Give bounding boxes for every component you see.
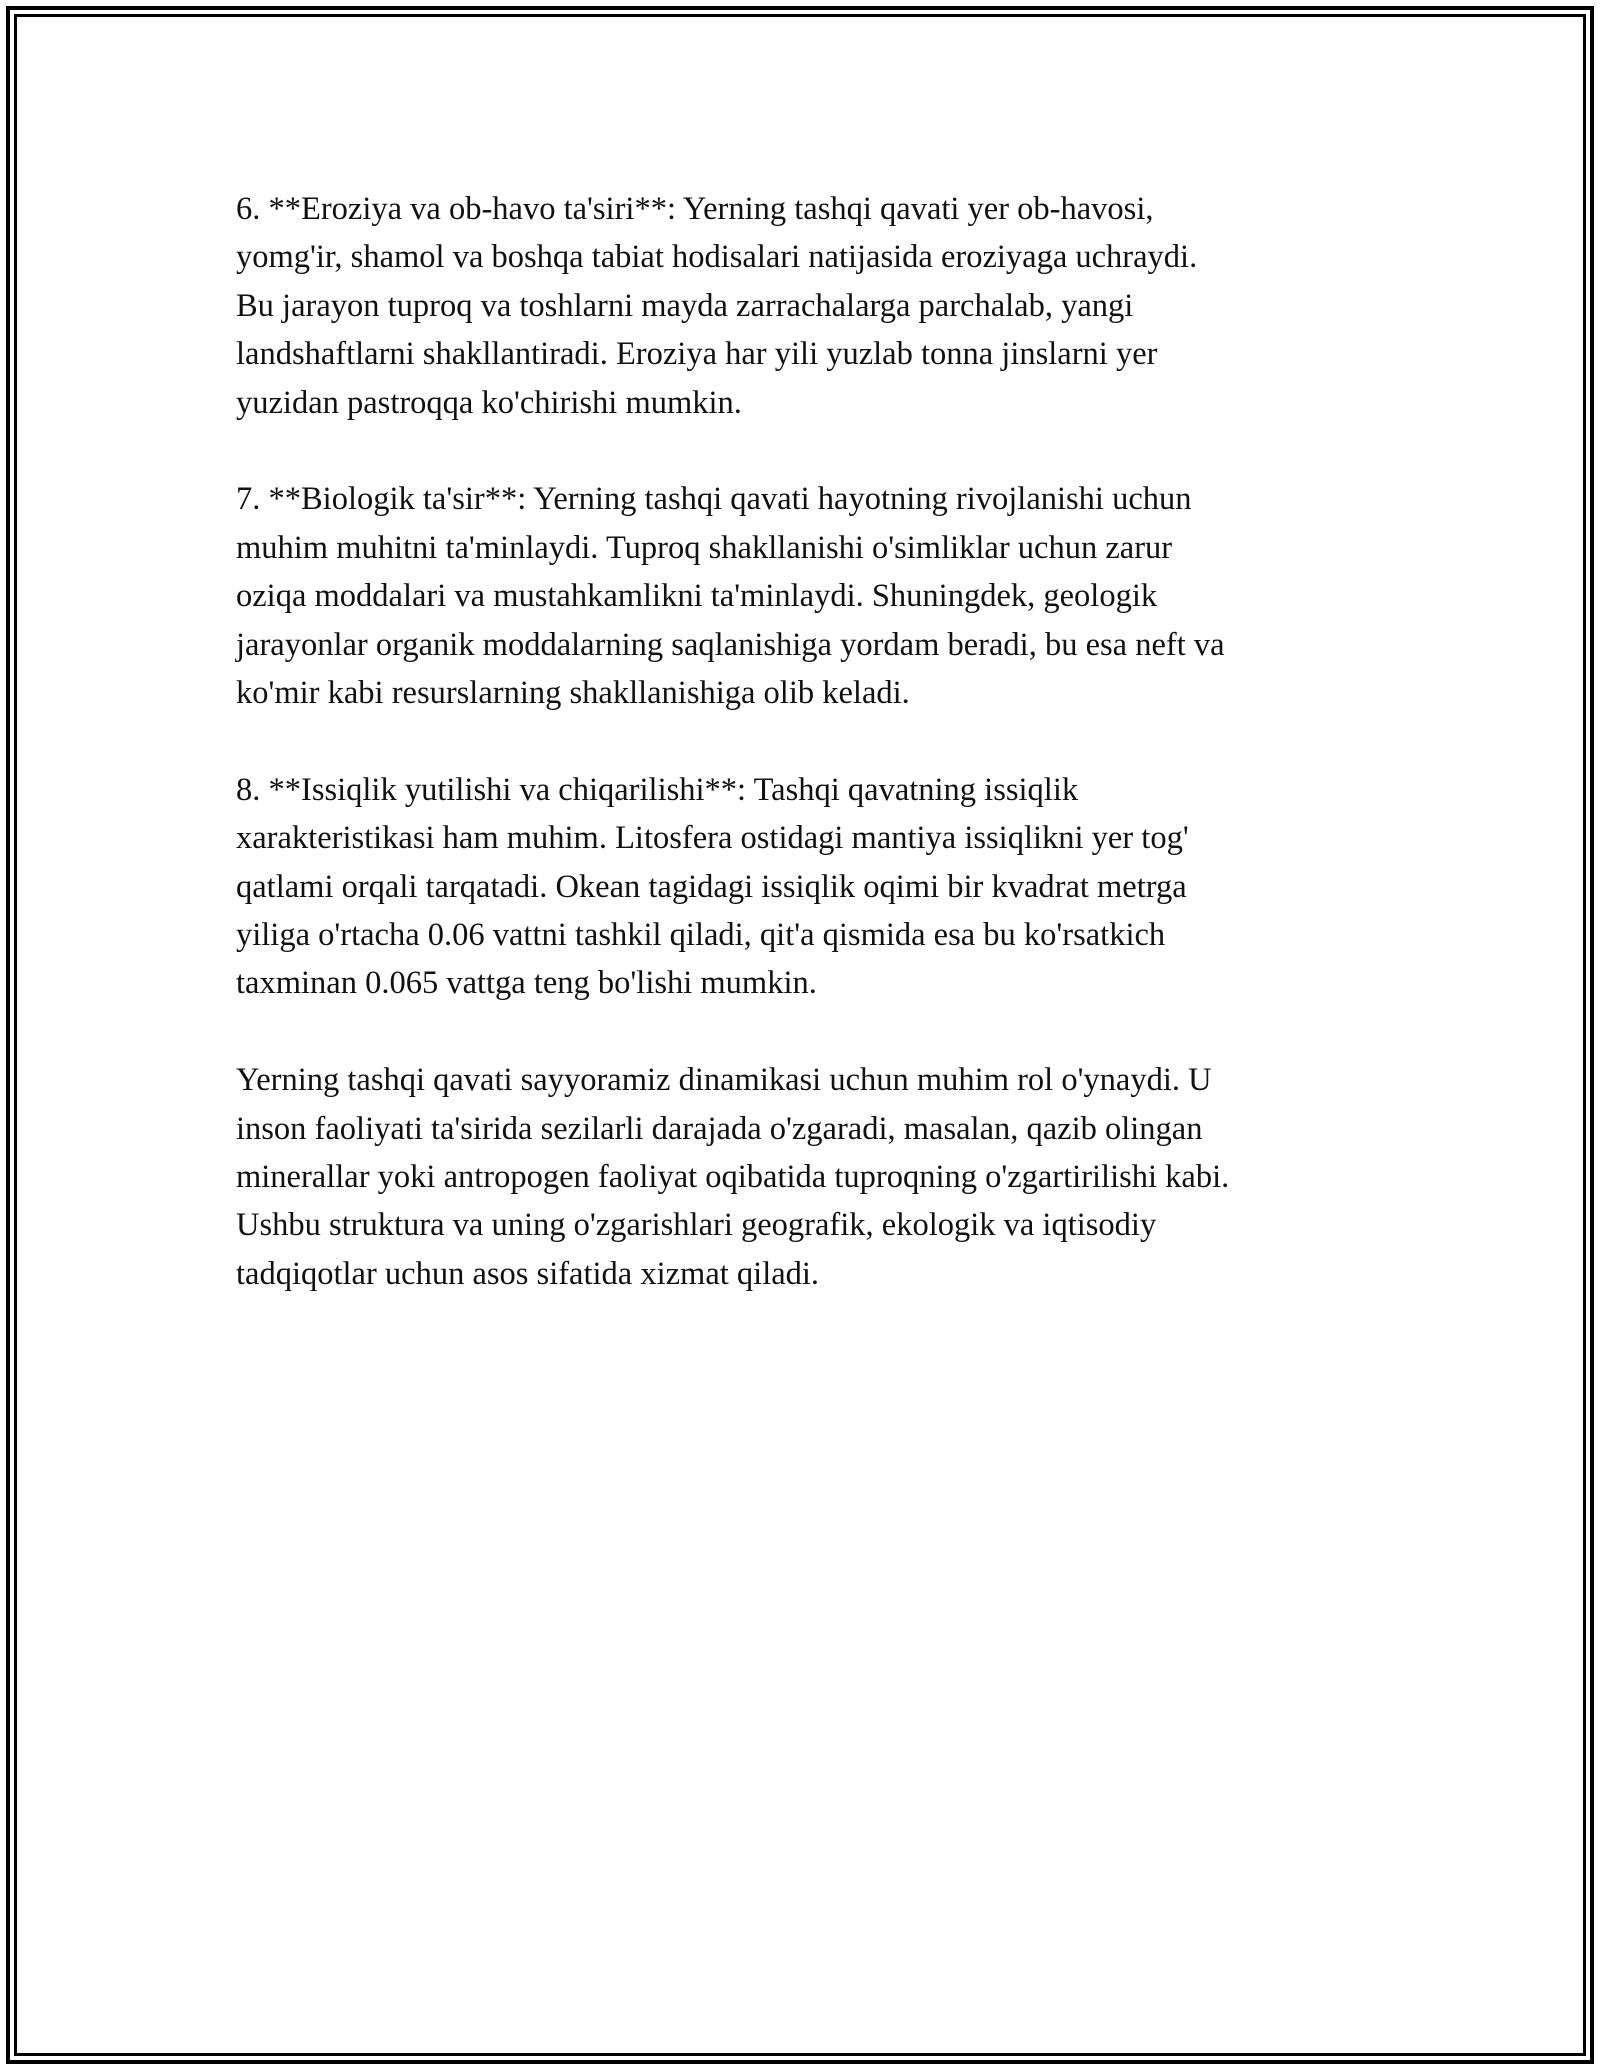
paragraph-biological: 7. **Biologik ta'sir**: Yerning tashqi qavati hayotning rivojlanishi uchun muhim muhitni ta'minlaydi. Tuproq shakllanishi o'simliklar uchun zarur oziqa moddalari va mustahkamlikni ta'minlaydi. Shuningdek, geologik jarayonlar organik moddalarning saqlanishiga yordam beradi, bu esa neft va ko'mir kabi resurslarning shakllanishiga olib keladi. [236, 481, 1225, 712]
paragraph-heat: 8. **Issiqlik yutilishi va chiqarilishi**: Tashqi qavatning issiqlik xarakteristikasi ham muhim. Litosfera ostidagi mantiya issiqlikni yer tog' qatlami orqali tarqatadi. Okean tagidagi issiqlik oqimi bir kvadrat metrga yiliga o'rtacha 0.06 vattni tashkil qiladi, qit'a qismida esa bu ko'rsatkich taxminan 0.065 vattga teng bo'lishi mumkin. [236, 771, 1189, 1002]
paragraph-erosion: 6. **Eroziya va ob-havo ta'siri**: Yerning tashqi qavati yer ob-havosi, yomg'ir, shamol va boshqa tabiat hodisalari natijasida eroziyaga uchraydi. Bu jarayon tuproq va toshlarni mayda zarrachalarga parchalab, yangi landshaftlarni shakllantiradi. Eroziya har yili yuzlab tonna jinslarni yer yuzidan pastroqqa ko'chirishi mumkin. [236, 191, 1198, 421]
paragraph-conclusion: Yerning tashqi qavati sayyoramiz dinamikasi uchun muhim rol o'ynaydi. U inson faoliyati ta'sirida sezilarli darajada o'zgaradi, masalan, qazib olingan minerallar yoki antropogen faoliyat oqibatida tuproqning o'zgartirilishi kabi. Ushbu struktura va uning o'zgarishlari geografik, ekologik va iqtisodiy tadqiqotlar uchun asos sifatida xizmat qiladi. [236, 1062, 1230, 1292]
document-body [236, 185, 1376, 1347]
